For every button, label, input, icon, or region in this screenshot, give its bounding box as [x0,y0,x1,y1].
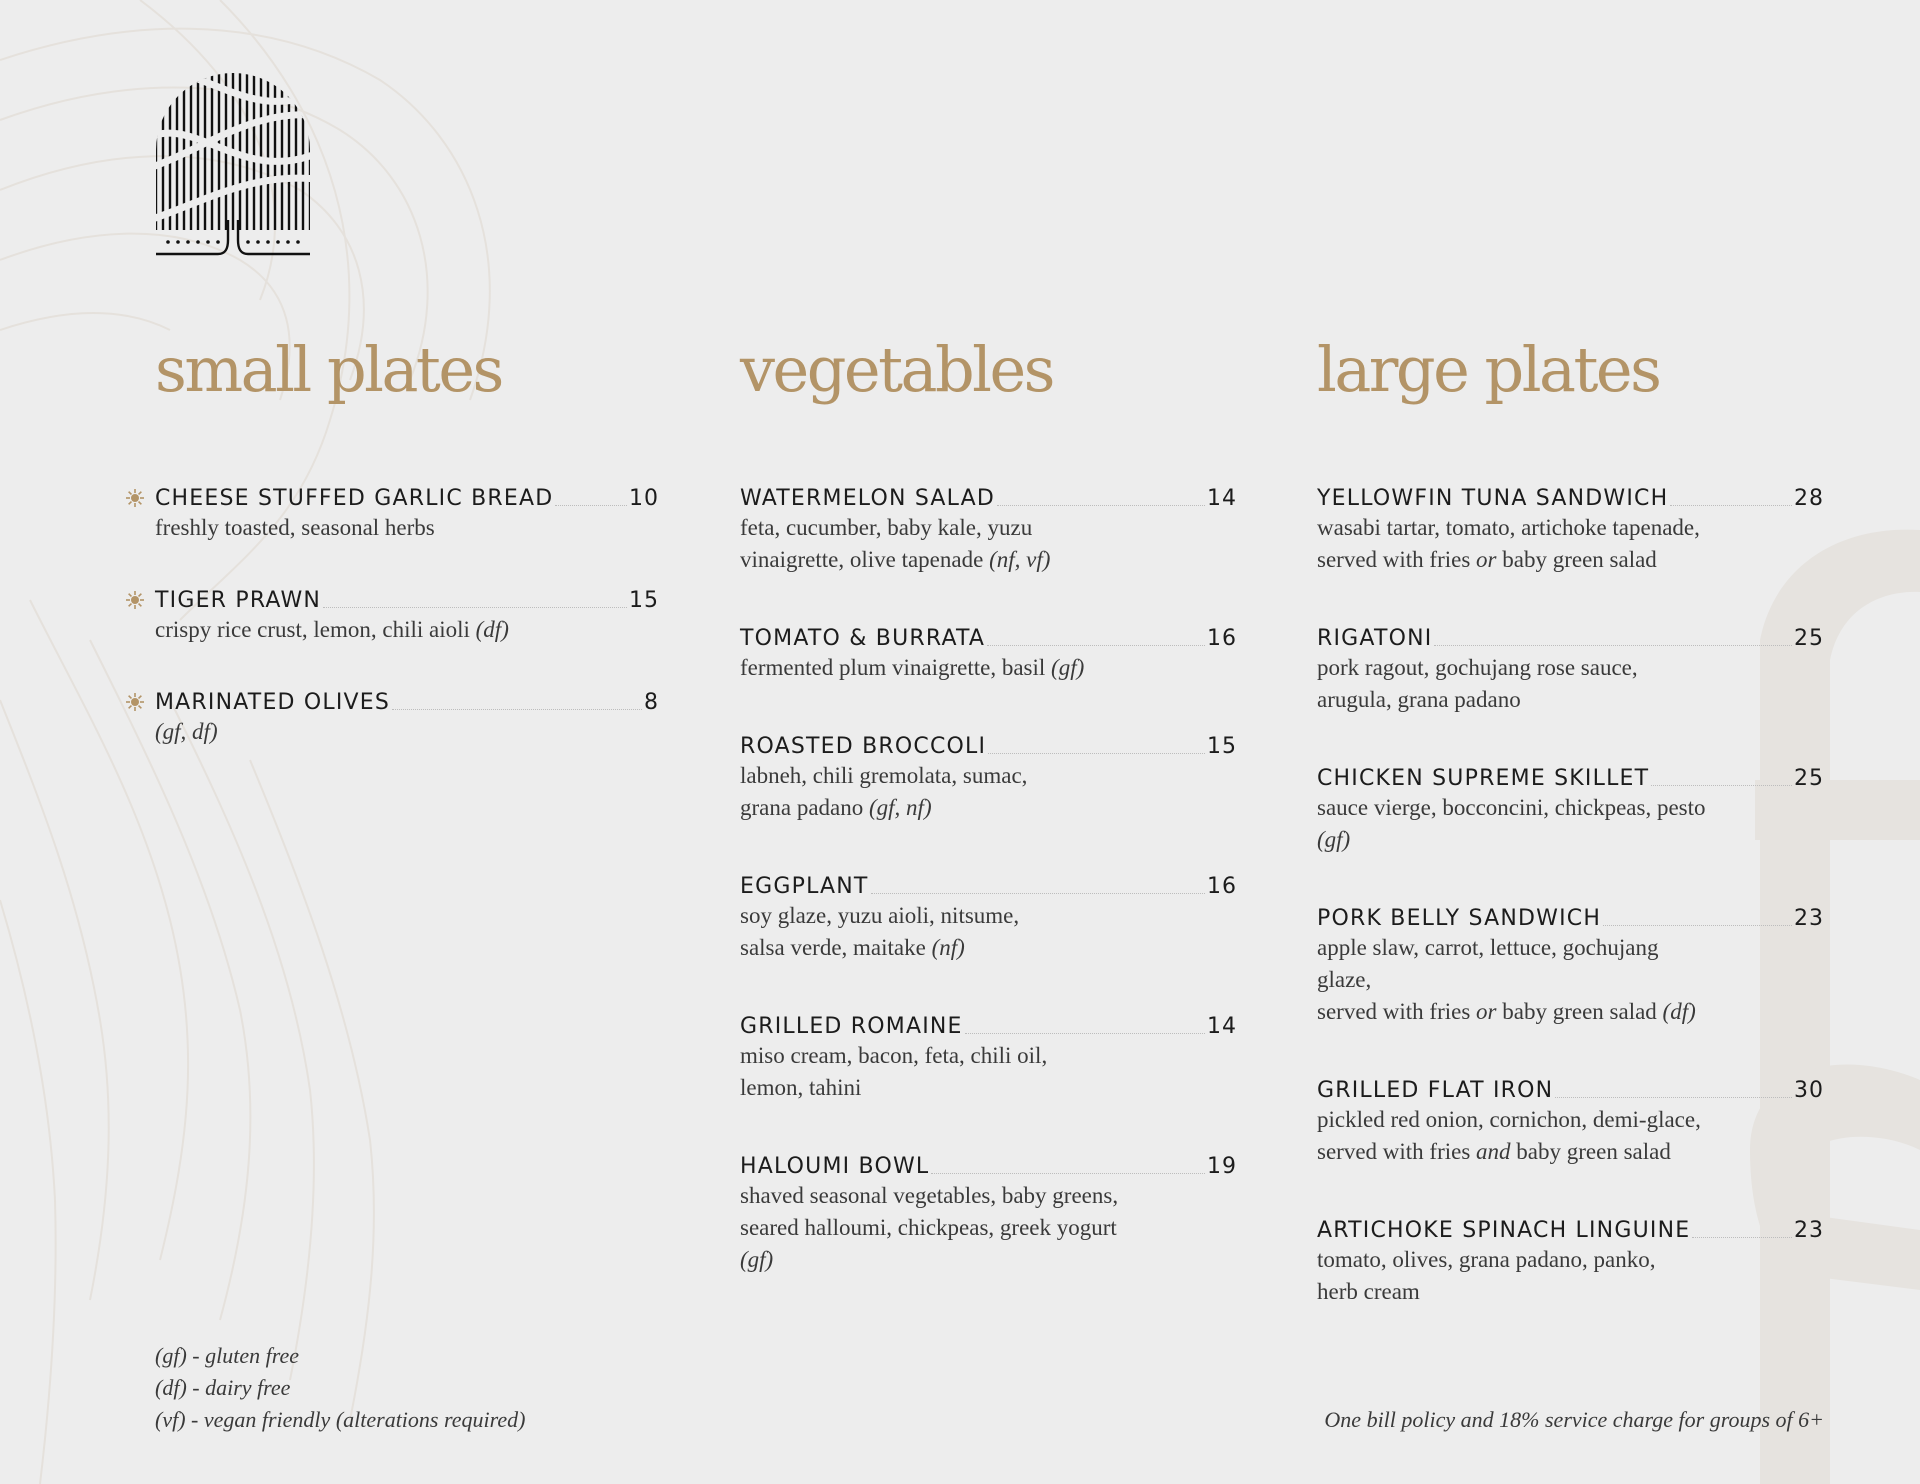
item-header [1317,760,1824,792]
item-price: 15 [1207,734,1237,759]
item-name: ARTICHOKE SPINACH LINGUINE [1317,1218,1691,1243]
desc-line: baby green salad [1496,999,1663,1024]
dotted-leader [871,893,1205,894]
dotted-leader [1651,785,1792,786]
sun-bullet-icon [125,590,145,610]
section-title: small plates [155,333,502,406]
item-price: 15 [629,588,659,613]
dotted-leader [392,709,642,710]
sun-bullet-icon [125,692,145,712]
item-name: WATERMELON SALAD [740,486,996,511]
item-name: GRILLED ROMAINE [740,1014,963,1039]
sun-bullet-icon [125,488,145,508]
dotted-leader [1670,505,1792,506]
item-name: CHICKEN SUPREME SKILLET [1317,766,1650,791]
desc-line: arugula, grana padano [1317,687,1521,712]
dotted-leader [323,607,627,608]
desc-line: lemon, tahini [740,1075,862,1100]
dietary-tag: (gf) [740,1247,774,1272]
group-policy-note: One bill policy and 18% service charge for groups of 6+ [1324,1407,1824,1432]
item-price: 14 [1207,1014,1237,1039]
item-name: TOMATO & BURRATA [740,626,986,651]
desc-line: herb cream [1317,1279,1420,1304]
dotted-leader [555,505,627,506]
legend-vegan-friendly: (vf) - vegan friendly (alterations required) [155,1407,526,1432]
item-description [740,900,1135,964]
item-list [1317,480,1824,1308]
item-header [1317,1072,1824,1104]
item-header [740,868,1237,900]
item-description [1317,792,1712,856]
item-price: 25 [1794,626,1824,651]
item-name: TIGER PRAWN [155,588,322,613]
dotted-leader [988,753,1205,754]
item-name: CHEESE STUFFED GARLIC BREAD [155,486,554,511]
desc-line: soy glaze, yuzu aioli, nitsume, [740,903,1020,928]
desc-line: served with fries [1317,547,1477,572]
item-description [740,760,1135,824]
item-description [155,614,550,646]
section-title: large plates [1317,333,1660,406]
desc-line: vinaigrette, olive tapenade [740,547,990,572]
item-price: 30 [1794,1078,1824,1103]
desc-line: fermented plum vinaigrette, basil [740,655,1052,680]
item-name: ROASTED BROCCOLI [740,734,987,759]
section-large-plates [1317,330,1824,1308]
dotted-leader [997,505,1205,506]
desc-emphasis: and [1476,1139,1511,1164]
dietary-tag: (nf) [931,935,965,960]
item-description [1317,932,1712,1028]
menu-item [1317,1072,1824,1168]
item-description [1317,1244,1712,1308]
item-description [1317,1104,1712,1168]
desc-line: salsa verde, maitake [740,935,932,960]
legend-gluten-free: (gf) - gluten free [155,1343,299,1368]
desc-line: baby green salad [1496,547,1657,572]
menu-item [740,868,1237,964]
item-header [155,684,659,716]
desc-line: served with fries [1317,1139,1477,1164]
desc-line: seared halloumi, chickpeas, greek yogurt [740,1215,1117,1240]
item-price: 23 [1794,906,1824,931]
item-header [740,480,1237,512]
item-header [155,480,659,512]
menu-item [1317,1212,1824,1308]
desc-line: served with fries [1317,999,1477,1024]
desc-line: feta, cucumber, baby kale, yuzu [740,515,1033,540]
item-name: GRILLED FLAT IRON [1317,1078,1554,1103]
desc-emphasis: or [1476,547,1497,572]
dietary-tag: (gf) [1051,655,1085,680]
menu-item [740,1008,1237,1104]
item-header [1317,620,1824,652]
desc-line: tomato, olives, grana padano, panko, [1317,1247,1656,1272]
section-title: vegetables [740,333,1054,406]
dotted-leader [1434,645,1792,646]
dietary-tag: (df) [1662,999,1696,1024]
item-name: PORK BELLY SANDWICH [1317,906,1602,931]
dietary-tag: (df) [475,617,509,642]
item-price: 10 [629,486,659,511]
item-description [1317,652,1712,716]
menu-item [155,480,659,544]
dietary-tag: (gf, nf) [869,795,932,820]
desc-line: wasabi tartar, tomato, artichoke tapenade, [1317,515,1700,540]
dietary-tag: (gf) [1317,827,1351,852]
desc-emphasis: or [1476,999,1497,1024]
item-name: EGGPLANT [740,874,869,899]
item-price: 16 [1207,874,1237,899]
menu-item [155,684,659,748]
menu-item [1317,760,1824,856]
item-price: 28 [1794,486,1824,511]
menu-item [740,480,1237,576]
dotted-leader [1603,925,1792,926]
dotted-leader [965,1033,1205,1034]
item-description [740,1040,1135,1104]
item-header [740,728,1237,760]
section-vegetables [740,330,1237,1276]
item-price: 8 [644,690,659,715]
item-description [155,716,550,748]
item-price: 14 [1207,486,1237,511]
item-list [155,480,659,748]
item-name: HALOUMI BOWL [740,1154,930,1179]
menu-item [1317,480,1824,576]
item-header [1317,480,1824,512]
item-header [155,582,659,614]
desc-line: apple slaw, carrot, lettuce, gochujang glaze, [1317,935,1659,992]
item-name: YELLOWFIN TUNA SANDWICH [1317,486,1669,511]
desc-line: labneh, chili gremolata, sumac, [740,763,1028,788]
desc-line: sauce vierge, bocconcini, chickpeas, pesto [1317,795,1706,820]
dotted-leader [1692,1237,1792,1238]
item-header [740,1008,1237,1040]
menu-item [740,728,1237,824]
section-small-plates [155,330,659,748]
tree-logo-icon [154,70,312,258]
item-price: 16 [1207,626,1237,651]
item-price: 23 [1794,1218,1824,1243]
dotted-leader [987,645,1205,646]
item-header [1317,900,1824,932]
item-name: RIGATONI [1317,626,1433,651]
menu-item [740,1148,1237,1276]
item-description [740,1180,1135,1276]
desc-line: freshly toasted, seasonal herbs [155,515,435,540]
desc-line: pork ragout, gochujang rose sauce, [1317,655,1638,680]
dietary-legend [155,1340,525,1436]
desc-line: grana padano [740,795,869,820]
item-price: 19 [1207,1154,1237,1179]
item-description [740,512,1135,576]
menu-item [1317,900,1824,1028]
desc-line: miso cream, bacon, feta, chili oil, [740,1043,1048,1068]
legend-dairy-free: (df) - dairy free [155,1375,291,1400]
item-description [740,652,1135,684]
menu-item [155,582,659,646]
item-description [1317,512,1712,576]
menu-item [740,620,1237,684]
item-name: MARINATED OLIVES [155,690,391,715]
menu-item [1317,620,1824,716]
item-price: 25 [1794,766,1824,791]
dietary-tag: (nf, vf) [989,547,1051,572]
item-header [1317,1212,1824,1244]
item-description [155,512,550,544]
desc-line: baby green salad [1510,1139,1671,1164]
item-header [740,620,1237,652]
dotted-leader [1555,1097,1792,1098]
item-list [740,480,1237,1276]
dietary-tag: (gf, df) [155,719,218,744]
dotted-leader [931,1173,1205,1174]
desc-line: crispy rice crust, lemon, chili aioli [155,617,476,642]
desc-line: shaved seasonal vegetables, baby greens, [740,1183,1119,1208]
desc-line: pickled red onion, cornichon, demi-glace, [1317,1107,1701,1132]
item-header [740,1148,1237,1180]
